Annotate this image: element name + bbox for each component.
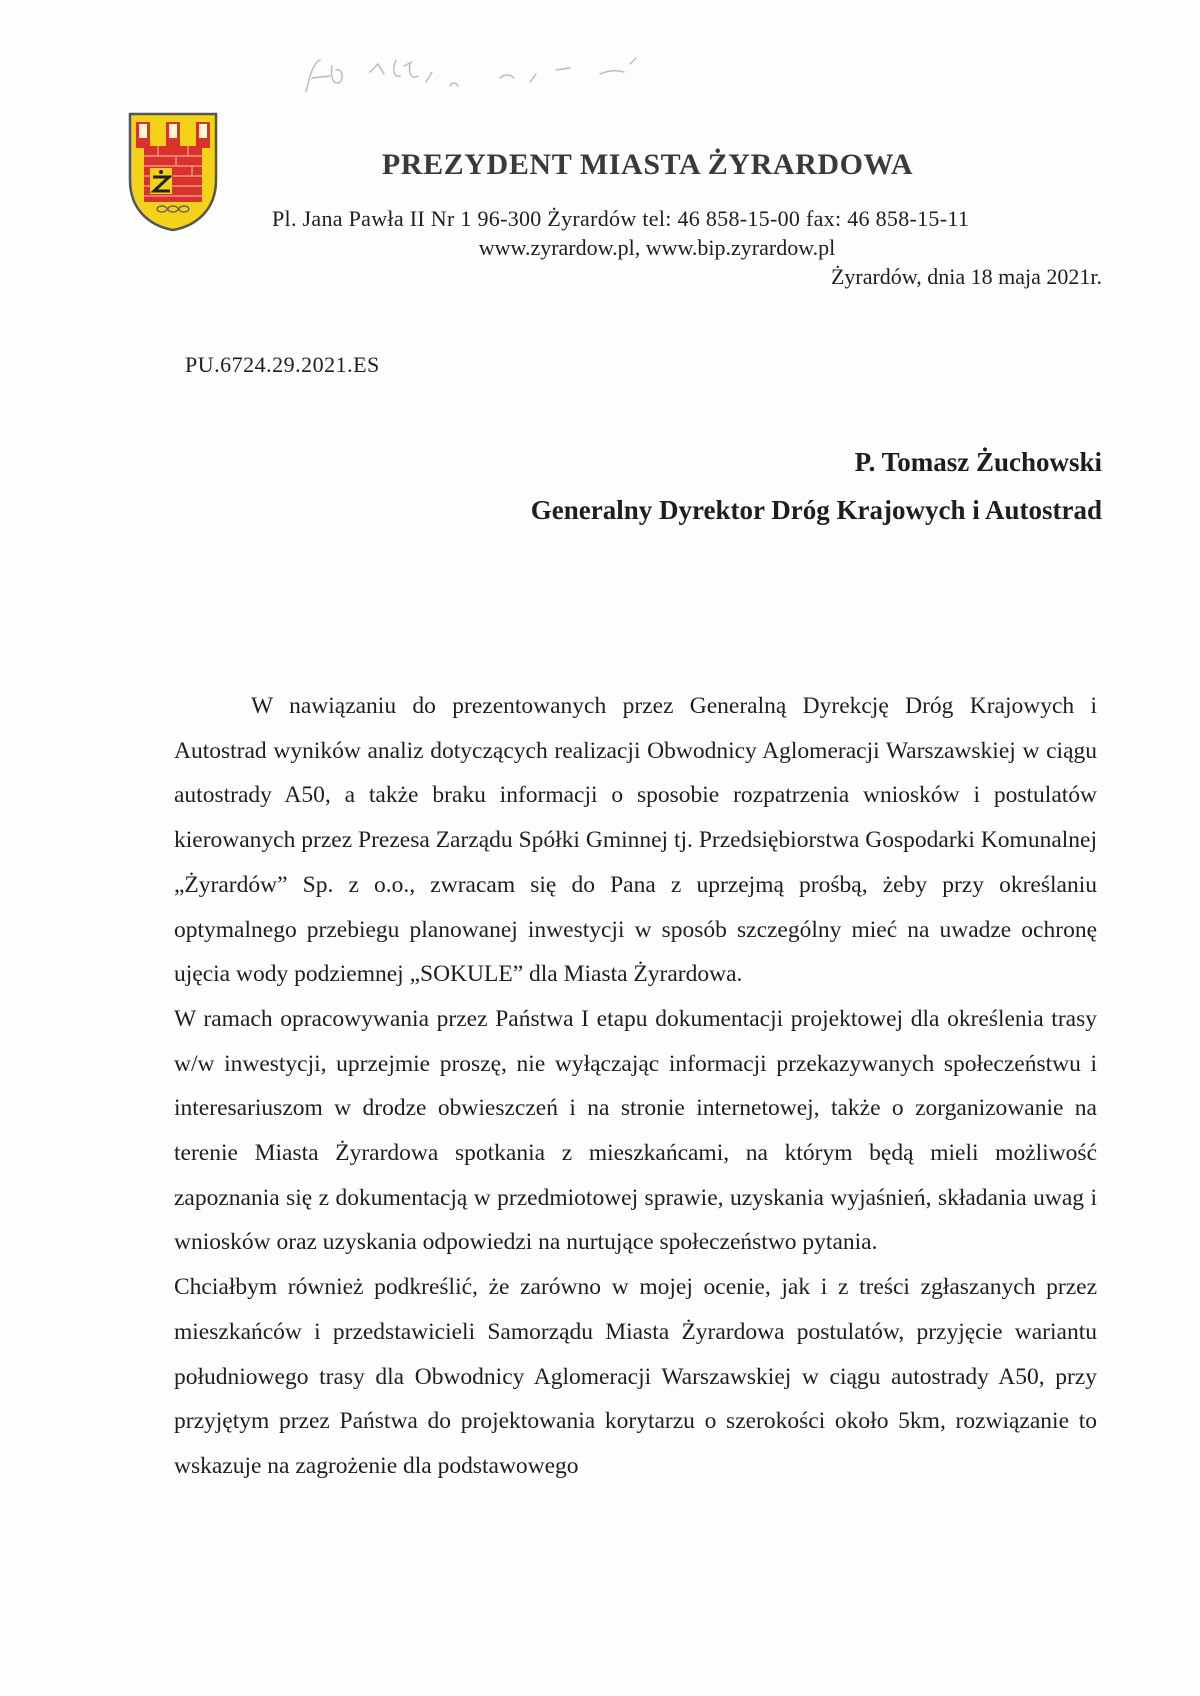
- letterhead-websites: www.zyrardow.pl, www.bip.zyrardow.pl: [478, 235, 836, 260]
- registry-stamp-scribble: [300, 52, 680, 102]
- letterhead-title: PREZYDENT MIASTA ŻYRARDOWA: [381, 148, 914, 181]
- reference-number: PU.6724.29.2021.ES: [185, 352, 380, 377]
- letter-body: [174, 684, 1097, 1489]
- body-paragraph: Chciałbym również podkreślić, że zarówno w mojej ocenie, jak i z treści zgłaszanych przez mieszkańców i przedstawicieli Samorządu Miasta Żyrardowa postulatów, przyjęcie wariantu południowego trasy dla Obwodnicy Aglomeracji Warszawskiej w ciągu autostrady A50, przy przyjętym przez Państwa do projektowania korytarzu o szerokości około 5km, rozwiązanie to wskazuje na zagrożenie dla podstawowego: [174, 1274, 1097, 1479]
- recipient-name: P. Tomasz Żuchowski: [854, 447, 1102, 477]
- body-paragraph: W ramach opracowywania przez Państwa I etapu dokumentacji projektowej dla określenia trasy w/w inwestycji, uprzejmie proszę, nie wyłączając informacji przekazywanych społeczeństwu i interesariuszom w drodze obwieszczeń i na stronie internetowej, także o zorganizowanie na terenie Miasta Żyrardowa spotkania z mieszkańcami, na którym będą mieli możliwość zapoznania się z dokumentacją w przedmiotowej sprawie, uzyskania wyjaśnień, składania uwag i wniosków oraz uzyskania odpowiedzi na nurtujące społeczeństwo pytania.: [174, 1005, 1097, 1256]
- recipient-title: Generalny Dyrektor Dróg Krajowych i Autostrad: [530, 495, 1102, 525]
- letterhead-address: Pl. Jana Pawła II Nr 1 96-300 Żyrardów tel: 46 858-15-00 fax: 46 858-15-11: [272, 206, 970, 231]
- body-paragraph: W nawiązaniu do prezentowanych przez Generalną Dyrekcję Dróg Krajowych i Autostrad wyników analiz dotyczących realizacji Obwodnicy Aglomeracji Warszawskiej w ciągu autostrady A50, a także braku informacji o sposobie rozpatrzenia wniosków i postulatów kierowanych przez Prezesa Zarządu Spółki Gminnej tj. Przedsiębiorstwa Gospodarki Komunalnej „Żyrardów” Sp. z o.o., zwracam się do Pana z uprzejmą prośbą, żeby przy określaniu optymalnego przebiegu planowanej inwestycji w sposób szczególny mieć na uwadze ochronę ujęcia wody podziemnej „SOKULE” dla Miasta Żyrardowa.: [174, 693, 1097, 988]
- recipient-block: [531, 442, 1102, 530]
- letter-date: Żyrardów, dnia 18 maja 2021r.: [830, 264, 1102, 289]
